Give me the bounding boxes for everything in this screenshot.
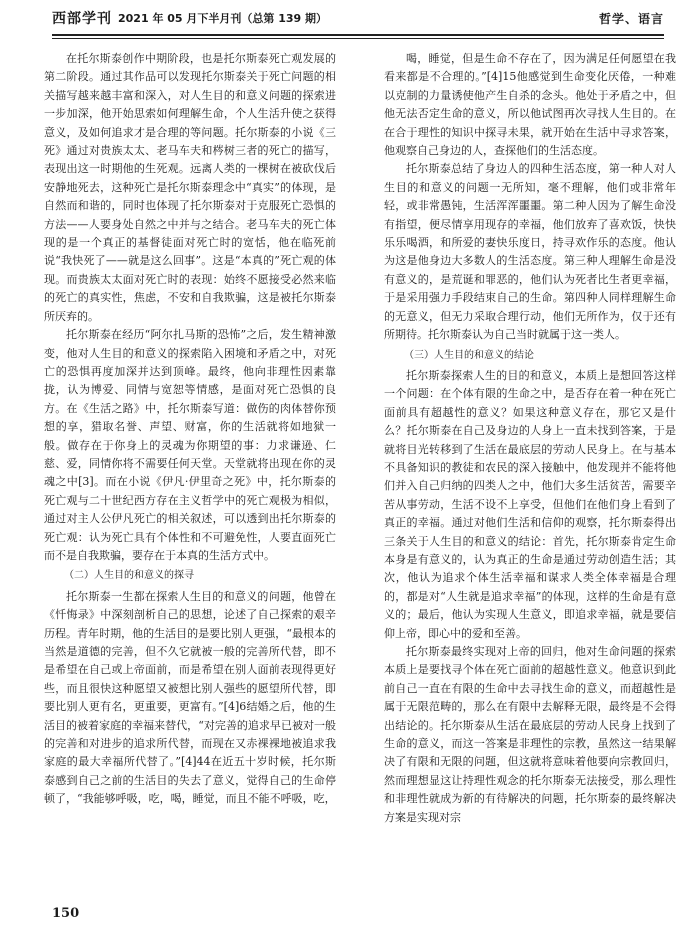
paragraph: 托尔斯泰在经历“阿尔扎马斯的恐怖”之后，发生精神激变，他对人生目的和意义的探索陷入困境和矛盾之中，对死亡的恐惧再度加深并达到顶峰。最终，他向非理性因素靠拢，认为博爱、同情与宽恕等情感，是面对死亡恐惧的良方。在《生活之路》中，托尔斯泰写道：做伤的肉体替你预想的享，猎取名誉、声望、财富，你的生活就将如地狱一般。做存在于你身上的灵魂为你期望的事：力求谦逊、仁慈、爱，同情你将不需要任何天堂。天堂就将出现在你的灵魂之中[3]。而在小说《伊凡·伊里奇之死》中，托尔斯泰的死亡观与二十世纪西方存在主义哲学中的死亡观极为相似，通过对主人公伊凡死亡的相关叙述，可以透到出托尔斯泰的死亡观：认为死亡具有个体性和不可避免性，人要直面死亡而不是自我欺骗，要存在于本真的生活方式中。 xyxy=(44,328,336,562)
subheading: （三）人生目的和意义的结论 xyxy=(404,349,534,361)
paragraph: 托尔斯泰最终实现对上帝的回归，他对生命问题的探索本质上是要找寻个体在死亡面前的超越性意义。他意识到此前自己一直在有限的生命中去寻找生命的意义，而超越性是属于无限范畴的，那么在有限中去解释无限，最终是不会得出结论的。托尔斯泰从生活在最底层的劳动人民身上找到了生命的意义，而这一答案是非理性的宗教，虽然这一结果解决了有限和无限的问题，但这就将意味着他要向宗教回归，然而理想显这让持理性观念的托尔斯泰无法接受，那么理性和非理性就成为新的有待解决的问题，托尔斯泰的最终解决方案是实现对宗 xyxy=(384,645,676,824)
paragraph: 托尔斯泰总结了身边人的四种生活态度，第一种人对人生目的和意义的问题一无所知，毫不理解，他们或非常年轻，或非常愚钝，生活浑浑噩噩。第二种人因为了解生命没有指望，便尽情享用现存的幸福，他们放弃了喜欢饭，快快乐乐喝酒，和所爱的妻快乐度日，持寻欢作乐的态度。他认为这是他身边大多数人的生活态度。第三种人理解生命是没有意义的，是荒诞和罪恶的，他们认为死者比生者更幸福，于是采用强力手段结束自己的生命。第四种人同样理解生命的无意义，但无力采取合理行动，他们无所作为，仅于还有所期待。托尔斯泰认为自己当时就属于这一类人。 xyxy=(384,162,676,342)
header-rule-thin xyxy=(52,38,664,39)
paragraph: 托尔斯泰探索人生的目的和意义，本质上是想回答这样一个问题：在个体有限的生命之中，是否存在着一种在死亡面前具有超越性的意义？如果这种意义存在，那它又是什么？托尔斯泰在自己及身边的人身上一直未找到答案，于是就将目光转移到了生活在最底层的劳动人民身上。在与基本不具备知识的教徒和农民的深入接触中，他发现并不能将他们并入自己归纳的四类人之中，他们大多生活贫苦，需要辛苦从事劳动，生活不设不上享受，但他们在他们身上看到了真正的幸福。通过对他们生活和信仰的观察，托尔斯泰得出三条关于人生目的和意义的结论：首先，托尔斯泰肯定生命本身是有意义的，认为真正的生命是通过劳动创造生活；其次，他认为追求个体生活幸福和谋求人类全体幸福是合理的，都是对“人生就是追求幸福”的体现，这样的生命是有意义的；最后，他认为实现人生意义，即追求幸福，就是要信仰上帝，即心中的爱和至善。 xyxy=(384,368,676,640)
section-title: 哲学、语言 xyxy=(598,12,664,26)
paragraph: 喝，睡觉，但是生命不存在了，因为满足任何愿望在我看来都是不合理的。”[4]15他感觉到生命变化厌倦，一种难以克制的力量诱使他产生自杀的念头。他处于矛盾之中，但他无法否定生命的意义，所以他试图再次寻找人生目的。在在合于理性的知识中探寻未果，就开始在生活中寻求答案，他观察自己身边的人，查探他们的生活态度。 xyxy=(384,52,676,158)
journal-name: 西部学刊 xyxy=(52,11,112,27)
page-number: 150 xyxy=(52,906,80,921)
header-rule xyxy=(52,34,664,36)
subheading: （二）人生目的和意义的探寻 xyxy=(64,570,194,582)
left-column xyxy=(44,50,336,809)
paragraph: 在托尔斯泰创作中期阶段，也是托尔斯泰死亡观发展的第二阶段。通过其作品可以发现托尔斯泰关于死亡问题的相关描写越来越丰富和深入，对人生目的和意义问题的探索进一步加深，他开始思索如何理解生命，个人生活升使之获得意义，及如何追求才是合理的等问题。托尔斯泰的小说《三死》通过对贵族太太、老马车夫和梣树三者的死亡的描写，表现出这一时期他的生死观。远离人类的一棵树在被砍伐后安静地死去，这种死亡是托尔斯泰理念中“真实”的体现，是自然而和谐的，同时也体现了托尔斯泰对于克服死亡恐惧的方法——人要身处自然之中并与之结合。老马车夫的死亡体现的是一个真正的基督徒面对死亡时的宽恬，他在临死前说“我快死了——就是这么回事”。这是“本真的”死亡观的体现。而贵族太太面对死亡时的表现：始终不愿接受必然来临的死亡的真实性，焦虑，不安和自我欺骗，这是被托尔斯泰所厌弃的。 xyxy=(44,52,336,323)
paragraph: 托尔斯泰一生都在探索人生目的和意义的问题，他曾在《忏悔录》中深刻剖析自己的思想，论述了自己探索的艰辛历程。青年时期，他的生活目的是要比别人更强，“最根本的当然是道德的完善，但不久它就被一般的完善所代替，即不是希望在自己或上帝面前，而是希望在别人面前表现得更好些，而且很快这种愿望又被想比别人强些的愿望所代替，即要比别人更有名，更重要，更富有。”[4]6结婚之后，他的生活目的被着家庭的幸福来替代，“对完善的追求早已被对一般的完善和对进步的追求所代替，而现在又赤裸裸地被追求我家庭的最大幸福所代替了。”[4]44在近五十岁时候，托尔斯泰感到自己之前的生活目的失去了意义，觉得自己的生命停顿了，“我能够呼吸，吃，喝，睡觉，而且不能不呼吸，吃， xyxy=(44,589,336,806)
right-column xyxy=(384,50,676,827)
page-header xyxy=(52,8,664,30)
issue-info: 2021 年 05 月下半月刊（总第 139 期） xyxy=(118,12,328,25)
